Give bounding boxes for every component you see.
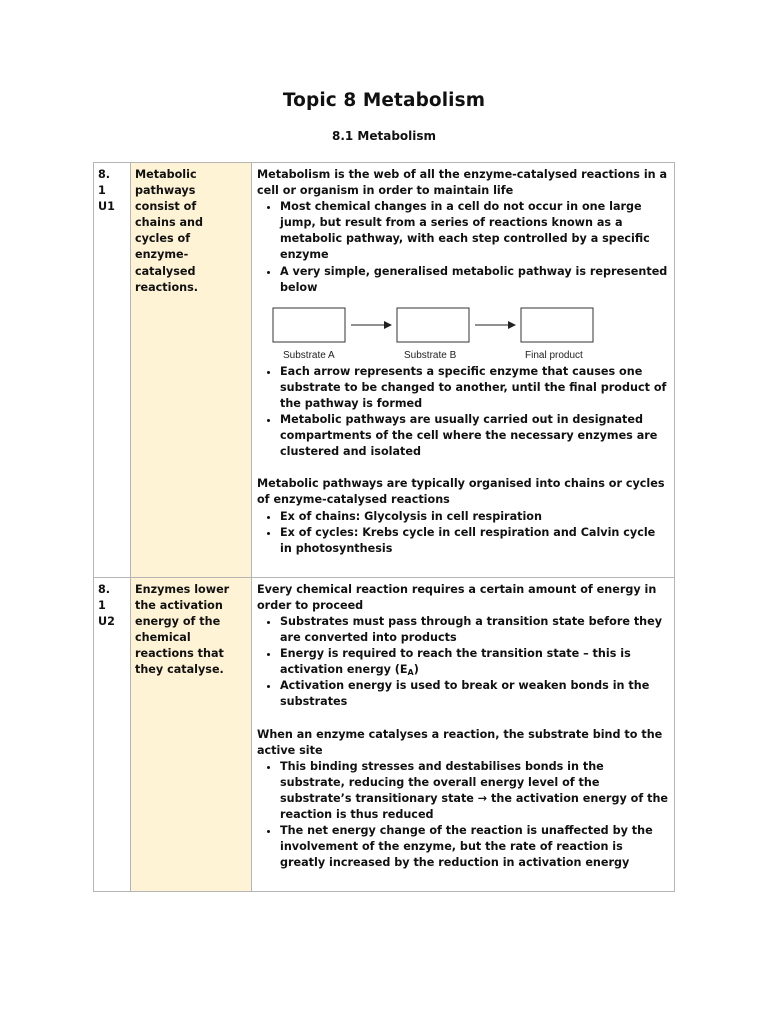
heading-line: catalysed [135, 264, 196, 278]
syllabus-code-part: U1 [98, 200, 115, 214]
substrate-a-label: Substrate A [283, 349, 335, 361]
bullet-item: • Ex of chains: Glycolysis in cell respiration [280, 509, 670, 525]
understanding-heading-cell [131, 577, 252, 892]
notes-content-cell [252, 577, 675, 892]
heading-line: reactions. [135, 280, 199, 294]
heading-line: the activation [135, 598, 223, 612]
substrate-b-box [397, 308, 469, 342]
heading-line: pathways [135, 184, 196, 198]
bullet-text: Energy is required to reach the transition state – this is activation energy (E [280, 647, 631, 677]
substrate-a-box [273, 308, 345, 342]
substrate-b-label: Substrate B [404, 349, 457, 361]
bullet-item: • Metabolic pathways are usually carried out in designated compartments of the cell where the necessary enzymes are clustered and isolated [280, 412, 670, 460]
bullet-list [257, 509, 670, 557]
bullet-item: • Each arrow represents a specific enzyme that causes one substrate to be changed to another, until the final product of the pathway is formed [280, 364, 670, 412]
syllabus-code-part: 8. [98, 168, 111, 181]
bullet-list [257, 614, 670, 711]
syllabus-code-part: U2 [98, 614, 115, 628]
intro-paragraph: Metabolism is the web of all the enzyme-catalysed reactions in a cell or organism in order to maintain life [257, 168, 668, 198]
heading-line: energy of the [135, 614, 221, 628]
metabolic-pathway-diagram [271, 302, 601, 364]
final-product-box [521, 308, 593, 342]
bullet-item: • A very simple, generalised metabolic pathway is represented below [280, 264, 670, 296]
heading-line: they catalyse. [135, 663, 224, 677]
heading-line: reactions that [135, 647, 224, 661]
heading-line: Enzymes lower [135, 582, 230, 596]
document-title: Topic 8 Metabolism [282, 90, 486, 111]
heading-line: chains and [135, 216, 204, 230]
closing-parenthesis: ) [413, 663, 419, 677]
syllabus-code-cell [94, 577, 131, 892]
heading-line: enzyme- [135, 248, 189, 262]
heading-line: cycles of [135, 232, 191, 246]
bullet-item: • Substrates must pass through a transition state before they are converted into products [280, 614, 670, 646]
notes-content-cell [252, 163, 675, 578]
notes-table [93, 162, 675, 892]
bullet-item: • The net energy change of the reaction is unaffected by the involvement of the enzyme, but the rate of reaction is greatly increased by the reduction in activation energy [280, 823, 670, 871]
bullet-list [257, 759, 670, 872]
heading-line: Metabolic [135, 168, 197, 181]
bullet-item: • This binding stresses and destabilises bonds in the substrate, reducing the overall energy level of the substrate’s transitionary state → the activation energy of the reaction is thus reduced [280, 759, 670, 823]
syllabus-code-cell [94, 163, 131, 578]
section-subtitle: 8.1 Metabolism [331, 129, 437, 143]
intro-paragraph: Every chemical reaction requires a certain amount of energy in order to proceed [257, 582, 657, 612]
understanding-heading-cell [131, 163, 252, 578]
heading-line: consist of [135, 200, 197, 214]
paragraph: When an enzyme catalyses a reaction, the substrate bind to the active site [257, 727, 663, 757]
bullet-item: • Ex of cycles: Krebs cycle in cell respiration and Calvin cycle in photosynthesis [280, 525, 670, 557]
subscript-a: A [407, 668, 414, 678]
bullet-list [257, 364, 670, 461]
paragraph: Metabolic pathways are typically organised into chains or cycles of enzyme-catalysed reactions [257, 477, 665, 507]
bullet-item [280, 646, 670, 678]
bullet-item: • Most chemical changes in a cell do not occur in one large jump, but result from a series of reactions known as a metabolic pathway, with each step controlled by a specific enzyme [280, 199, 670, 263]
bullet-item: • Activation energy is used to break or weaken bonds in the substrates [280, 678, 670, 710]
syllabus-code-part: 8. [98, 582, 111, 596]
syllabus-code-part: 1 [98, 598, 106, 612]
table-row-u1 [94, 163, 675, 578]
bullet-list [257, 199, 670, 296]
syllabus-code-part: 1 [98, 184, 106, 198]
table-row-u2 [94, 577, 675, 892]
final-product-label: Final product [525, 349, 583, 361]
heading-line: chemical [135, 631, 191, 645]
